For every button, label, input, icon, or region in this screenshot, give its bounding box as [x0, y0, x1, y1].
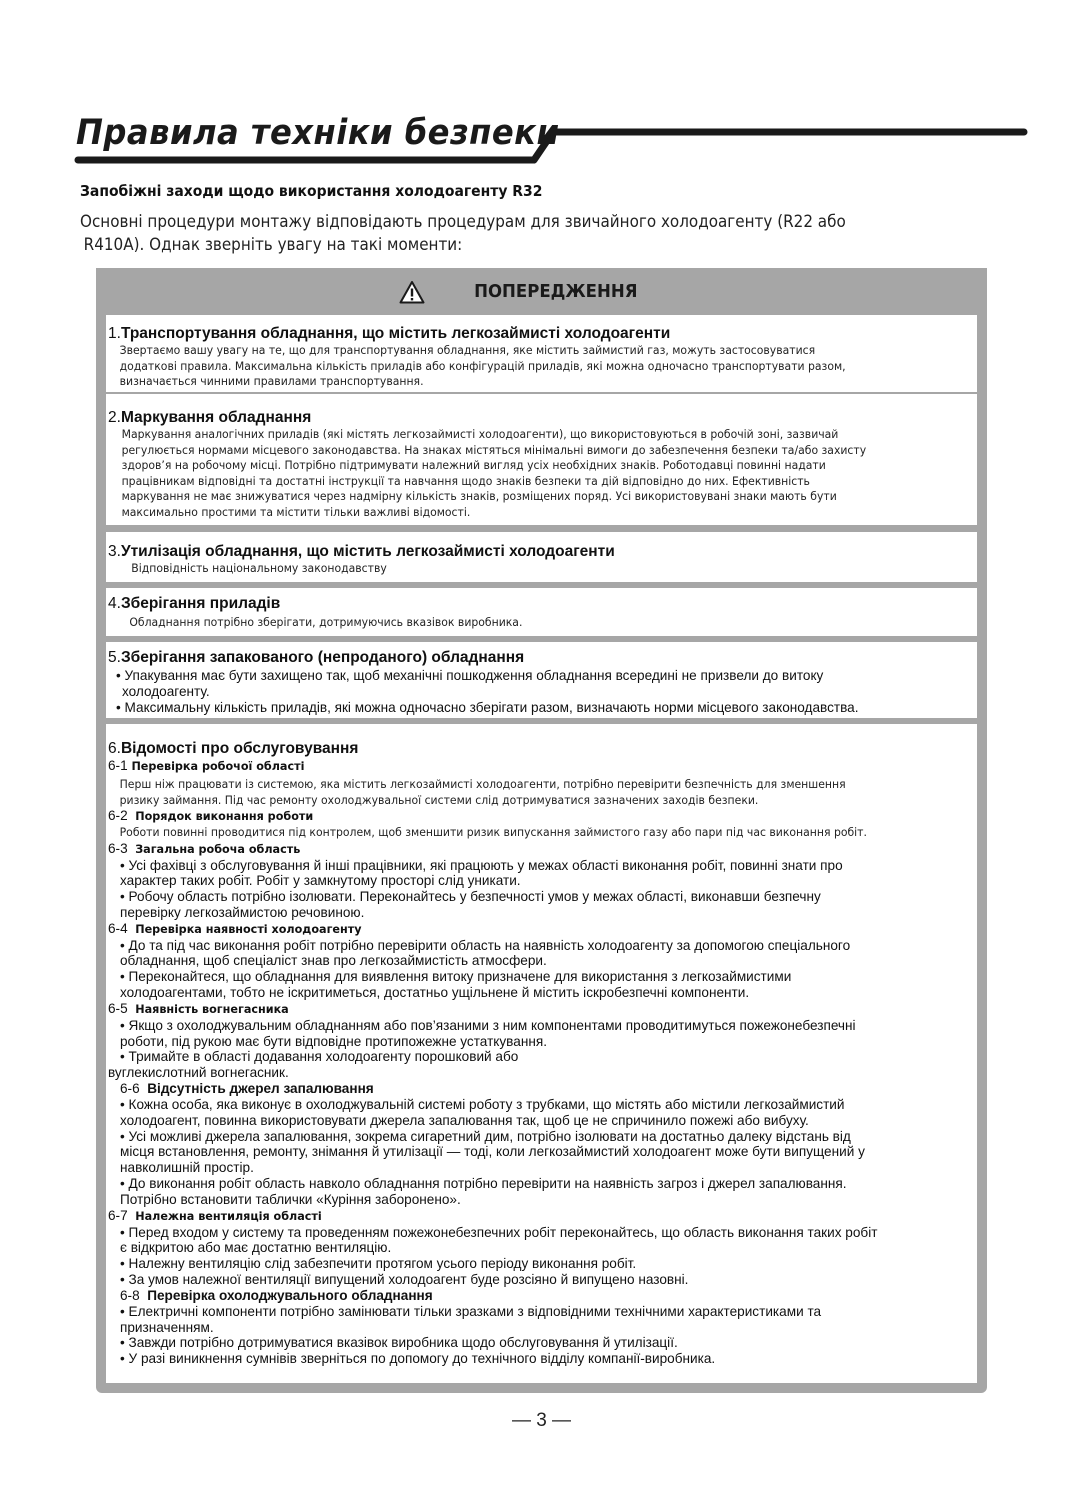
warning-header — [96, 268, 987, 315]
subsection-title-6-8: 6-8 Перевірка охолоджувального обладнання — [120, 1287, 433, 1303]
intro-line: R410A). Однак зверніть увагу на такі моменти: — [83, 235, 463, 254]
subsection-body: • До та під час виконання робіт потрібно перевірити область на наявність холодоагенту за допомогою спеціального обладнання, щоб спеціаліст знав про легкозаймистість атмосфери. • Переконайтеся, що обладнання для виявлення витоку призначене для використання з легкозаймистими холодоагентами, тобто не іскритиметься, достатньо ущільнене й містить іскробезпечні компоненти. — [120, 937, 851, 1001]
intro-paragraph — [80, 210, 846, 256]
warning-section-5 — [106, 642, 977, 718]
section-title: 6.Відомості про обслуговування — [108, 740, 359, 757]
section-body: Відповідність національному законодавству — [131, 562, 387, 575]
warning-panel — [96, 268, 987, 1393]
section-body: • Упакування має бути захищено так, щоб механічні пошкодження обладнання всередині не призвели до витоку холодоагенту. • Максимальну кількість приладів, які можна одночасно зберігати разом, визначають норми місцевого законодавства. — [116, 668, 859, 715]
warning-triangle-icon — [399, 280, 425, 304]
subsection-title-6-3: 6-3 Загальна робоча область — [108, 840, 301, 856]
subsection-title-6-4: 6-4 Перевірка наявності холодоагенту — [108, 920, 362, 936]
section-subtitle: Запобіжні заходи щодо використання холодоагенту R32 — [80, 182, 543, 200]
warning-section-3 — [106, 532, 977, 582]
title-underline-rule — [0, 0, 1083, 200]
subsection-title-6-5: 6-5 Наявність вогнегасника — [108, 1000, 289, 1016]
page-title: Правила техніки безпеки — [76, 113, 560, 153]
subsection-body: Перш ніж працювати із системою, яка містить легкозаймисті холодоагенти, потрібно перевірити безпечність для зменшення ризику займання. Під час ремонту охолоджувальної системи слід дотримуватися зазначених заходів безпеки. — [119, 778, 846, 807]
subsection-body: • Кожна особа, яка виконує в охолоджувальній системі роботу з трубками, що містять або містили легкозаймистий холодоагент, повинна використовувати джерела запалювання так, щоб це не спричинило пожежі або вибуху. • Усі можливі джерела запалювання, зокрема сигаретний дим, потрібно ізолювати на достатньо далеку відстань від місця встановлення, ремонту, знімання й утилізації — тоді, коли легкозаймистий холодоагент може бути випущений у навколишній простір. • До виконання робіт область навколо обладнання потрібно перевірити на наявність загроз і джерел запалювання. Потрібно встановити таблички «Куріння заборонено». — [120, 1097, 865, 1207]
subsection-body: • Перед входом у систему та проведенням пожежонебезпечних робіт переконайтесь, що область виконання таких робіт є відкритою або має достатню вентиляцію. • Належну вентиляцію слід забезпечити протягом усього періоду виконання робіт. • За умов належної вентиляції випущений холодоагент буде розсіяно й випущено назовні. — [120, 1224, 878, 1288]
subsection-title-6-2: 6-2 Порядок виконання роботи — [108, 808, 314, 823]
intro-line: Основні процедури монтажу відповідають процедурам для звичайного холодоагенту (R22 або — [80, 212, 846, 231]
subsection-body: Роботи повинні проводитися під контролем, щоб зменшити ризик випускання займистого газу або пари під час виконання робіт. — [119, 826, 867, 839]
section-title: 2.Маркування обладнання — [108, 409, 312, 426]
section-body: Звертаємо вашу увагу на те, що для транспортування обладнання, яке містить займистий газ, можуть застосовуватися додаткові правила. Максимальна кількість приладів або конфігурацій приладів, які можна одночасно транспортувати разом, визначається чинними правилами транспортування. — [119, 344, 846, 388]
warning-section-6 — [106, 724, 977, 1383]
subsection-title-6-7: 6-7 Належна вентиляція області — [108, 1207, 322, 1223]
subsection-body: • Якщо з охолоджувальним обладнанням або пов’язаними з ним компонентами проводитимуться пожежонебезпечні роботи, під рукою має бути відповідне протипожежне устаткування. • Тримайте в області додавання холодоагенту порошковий або вуглекислотний вогнегасник. — [108, 1017, 856, 1081]
subsection-title-6-1: 6-1 Перевірка робочої області — [108, 758, 305, 773]
section-title: 5.Зберігання запакованого (непроданого) обладнання — [108, 649, 525, 666]
page-number: — 3 — — [511, 1410, 572, 1431]
section-body: Обладнання потрібно зберігати, дотримуючись вказівок виробника. — [129, 616, 523, 629]
section-title: 3.Утилізація обладнання, що містить легкозаймисті холодоагенти — [108, 543, 615, 560]
section-title: 1.Транспортування обладнання, що містить легкозаймисті холодоагенти — [108, 325, 671, 342]
warning-section-4 — [106, 588, 977, 636]
subsection-body: • Електричні компоненти потрібно замінювати тільки зразками з відповідними технічними характеристиками та призначенням. • Завжди потрібно дотримуватися вказівок виробника щодо обслуговування й утилізації. • У разі виникнення сумнівів зверніться по допомогу до технічного відділу компанії-виробника. — [120, 1303, 822, 1367]
section-title: 4.Зберігання приладів — [108, 595, 281, 612]
warning-section-2 — [106, 394, 977, 525]
warning-label: ПОПЕРЕДЖЕННЯ — [473, 281, 638, 302]
warning-section-1 — [106, 315, 977, 393]
subsection-body: • Усі фахівці з обслуговування й інші працівники, які працюють у межах області виконання робіт, повинні знати про характер таких робіт. Робіт у замкнутому просторі слід уникати. • Робочу область потрібно ізолювати. Переконайтесь у безпечності умов у межах області, виконавши безпечну перевірку легкозаймистою речовиною. — [120, 857, 843, 920]
section-body: Маркування аналогічних приладів (які містять легкозаймисті холодоагенти), що використовуються в робочій зоні, зазвичай регулюється нормами місцевого законодавства. На знаках містяться мінімальні вимоги до забезпечення безпеки та/або захисту здоров’я на робочому місці. Потрібно підтримувати належний вигляд усіх необхідних знаків. Роботодавці повинні надати працівникам відповідні та достатні інструкції та навчання щодо знаків безпеки та дій відповідно до них. Ефективність маркування не має знижуватися через надмірну кількість знаків, розміщених поряд. Усі використовувані знаки мають бути максимально простими та містити тільки важливі відомості. — [121, 428, 867, 519]
subsection-title-6-6: 6-6 Відсутність джерел запалювання — [120, 1081, 374, 1097]
